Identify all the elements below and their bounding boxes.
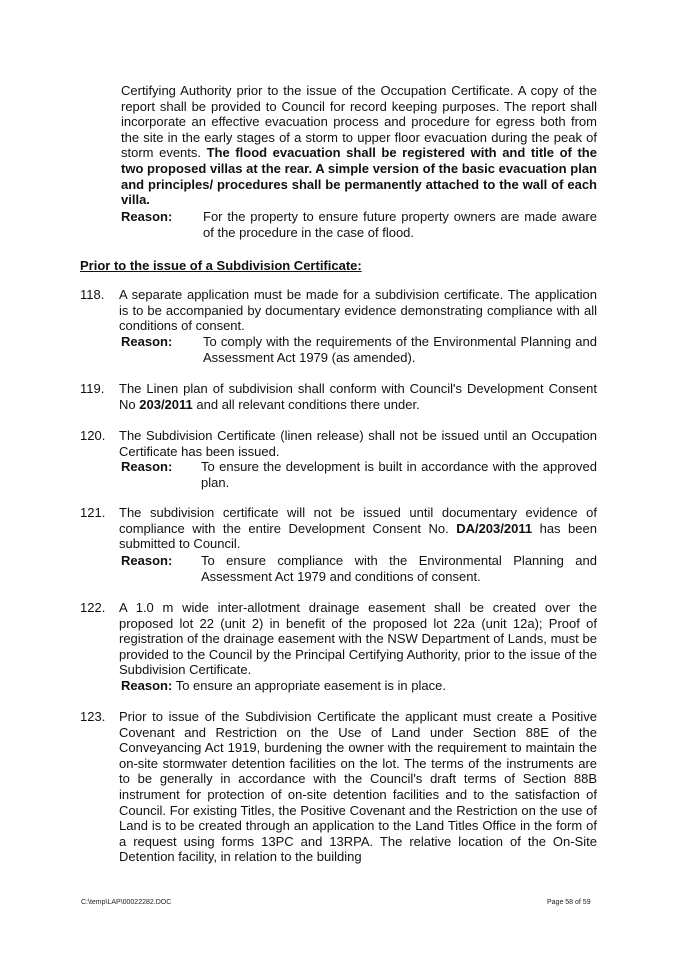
reason-label: Reason:: [121, 209, 173, 224]
intro-reason: [121, 209, 597, 241]
intro-bold-text: The flood evacuation shall be registered with and title of the two proposed villas at the rear. A simple version of the basic evacuation plan and principles/ procedures shall be permanently attached to the wall of each villa.: [121, 145, 597, 208]
section-heading: Prior to the issue of a Subdivision Certificate:: [80, 258, 362, 273]
item-text: A 1.0 m wide inter-allotment drainage easement shall be created over the proposed lot 22 (unit 2) in benefit of the proposed lot 22a (unit 12a); Proof of registration of the drainage easement with the NSW Department of Lands, must be provided to the Council by the Principal Certifying Authority, prior to the issue of the Subdivision Certificate.: [119, 600, 597, 678]
reason-text: To ensure an appropriate easement is in place.: [175, 678, 446, 693]
reason-text: To ensure the development is built in accordance with the approved plan.: [201, 459, 597, 490]
reason-label: Reason:: [121, 459, 173, 474]
reason-text: For the property to ensure future property owners are made aware of the procedure in the case of flood.: [203, 209, 597, 240]
consent-number: DA/203/2011: [456, 520, 533, 536]
item-reason: [121, 678, 597, 694]
reason-label: Reason:: [121, 334, 173, 349]
item-text-before: The Linen plan of subdivision shall conform with Council's Development Consent No: [119, 381, 597, 412]
item-text: A separate application must be made for a subdivision certificate. The application is to be accompanied by documentary evidence demonstrating compliance with all conditions of consent.: [119, 287, 597, 334]
item-number: 118.: [80, 287, 105, 302]
item-reason: [121, 553, 597, 585]
item-number: 119.: [80, 381, 105, 396]
reason-label: Reason:: [121, 678, 173, 693]
item-reason: [121, 334, 597, 366]
reason-text: To ensure compliance with the Environmental Planning and Assessment Act 1979 and conditions of consent.: [201, 553, 597, 584]
item-number: 123.: [80, 709, 106, 724]
reason-text: To comply with the requirements of the Environmental Planning and Assessment Act 1979 (as amended).: [203, 334, 597, 365]
item-text: [119, 505, 597, 552]
reason-label: Reason:: [121, 553, 173, 568]
item-text-before: The subdivision certificate will not be issued until documentary evidence of compliance with the entire Development Consent No.: [119, 505, 597, 536]
footer-file-path: C:\temp\LAP\00022282.DOC: [81, 899, 172, 906]
item-text-after: and all relevant conditions there under.: [196, 396, 420, 412]
item-reason: [121, 459, 597, 491]
item-number: 122.: [80, 600, 106, 615]
intro-paragraph: [121, 83, 597, 208]
item-text: [119, 381, 597, 412]
footer-page-number: Page 58 of 59: [547, 899, 591, 906]
consent-number: 203/2011: [139, 396, 193, 412]
item-text: Prior to issue of the Subdivision Certificate the applicant must create a Positive Covenant and Restriction on the Use of Land under Section 88E of the Conveyancing Act 1919, burdening the owner with the requirement to maintain the on-site stormwater detention facilities on the lot. The terms of the instruments are to be generally in accordance with the Council's draft terms of Section 88B instrument for protection of on-site detention facilities and to the satisfaction of Council. For existing Titles, the Positive Covenant and the Restriction on the use of Land is to be created through an application to the Land Titles Office in the form of a request using forms 13PC and 13RPA. The relative location of the On-Site Detention facility, in relation to the building: [119, 709, 597, 865]
intro-plain-text: Certifying Authority prior to the issue of the Occupation Certificate. A copy of the report shall be provided to Council for record keeping purposes. The report shall incorporate an effective evacuation process and procedure for egress both from the site in the early stages of a storm to upper floor evacuation during the peak of storm events.: [121, 83, 597, 161]
item-number: 121.: [80, 505, 106, 520]
item-text-after: has been submitted to Council.: [119, 520, 597, 552]
item-number: 120.: [80, 428, 106, 443]
item-text: The Subdivision Certificate (linen release) shall not be issued until an Occupation Certificate has been issued.: [119, 428, 597, 459]
